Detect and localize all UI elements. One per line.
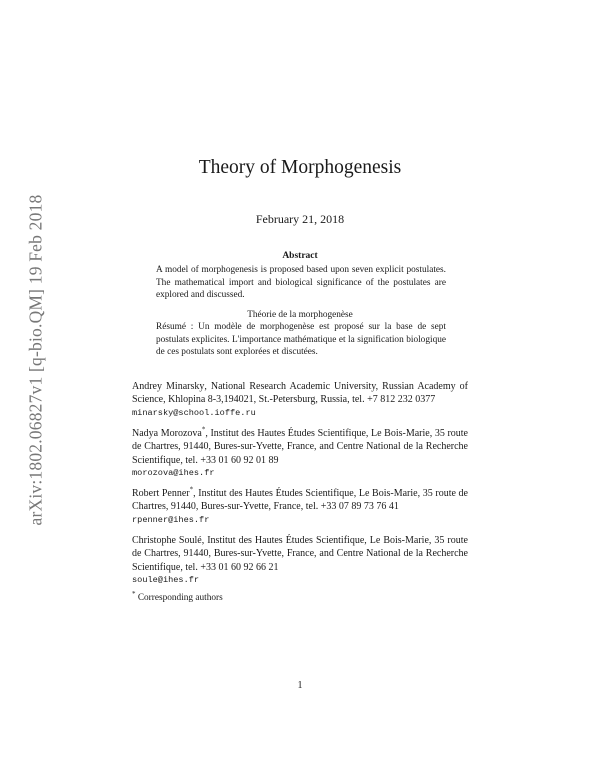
corresponding-mark: * xyxy=(189,485,194,494)
author-email[interactable]: morozova@ihes.fr xyxy=(132,468,215,479)
paper-date: February 21, 2018 xyxy=(255,212,345,226)
author-email[interactable]: minarsky@school.ioffe.ru xyxy=(132,407,256,418)
corresponding-authors-footnote xyxy=(132,589,223,603)
author-name: Andrey Minarsky xyxy=(132,381,205,392)
author-name: Robert Penner xyxy=(132,488,190,499)
author-email[interactable]: soule@ihes.fr xyxy=(132,575,200,586)
paper-title: Theory of Morphogenesis xyxy=(198,157,402,178)
french-abstract-text: Résumé : Un modèle de morphogenèse est proposé sur la base de sept postulats explicites. L'importance mathématique et la signification biologique de ces postulats sont explorées et discutées. xyxy=(156,322,446,357)
arxiv-identifier-stamp: arXiv:1802.06827v1 [q-bio.QM] 19 Feb 2018 xyxy=(25,194,46,526)
page-number: 1 xyxy=(297,680,303,691)
abstract-heading: Abstract xyxy=(282,251,318,261)
author-affiliation: , National Research Academic University, Russian Academy of Science, Khlopina 8-3,194021, St.-Petersburg, Russia, tel. +7 812 232 0377 xyxy=(132,381,468,406)
author-name: Christophe Soulé xyxy=(132,535,202,546)
french-title: Théorie de la morphogenèse xyxy=(247,310,353,320)
author-affiliation: , Institut des Hautes Études Scientifique, Le Bois-Marie, 35 route de Chartres, 91440, Bures-sur-Yvette, France, and Centre National de la Recherche Scientifique, tel. +33 01 60 92 01 89 xyxy=(132,428,468,466)
author-block-minarsky xyxy=(132,380,468,420)
author-block-morozova xyxy=(132,427,468,481)
author-email[interactable]: rpenner@ihes.fr xyxy=(132,514,210,525)
corresponding-mark: * xyxy=(201,425,206,434)
footnote-mark: * xyxy=(132,589,136,598)
author-name: Nadya Morozova xyxy=(132,428,202,439)
author-block-soule xyxy=(132,534,468,588)
abstract-text: A model of morphogenesis is proposed based upon seven explicit postulates. The mathematical import and biological significance of the postulates are explored and discussed. xyxy=(156,265,446,300)
author-affiliation: , Institut des Hautes Études Scientifique, Le Bois-Marie, 35 route de Chartres, 91440, Bures-sur-Yvette, France, and Centre National de la Recherche Scientifique, tel. +33 01 60 92 66 21 xyxy=(132,535,468,573)
author-block-penner xyxy=(132,487,468,527)
author-affiliation: , Institut des Hautes Études Scientifique, Le Bois-Marie, 35 route de Chartres, 91440, Bures-sur-Yvette, France, tel. +33 07 89 73 76 41 xyxy=(132,488,468,513)
footnote-text: Corresponding authors xyxy=(135,593,223,603)
